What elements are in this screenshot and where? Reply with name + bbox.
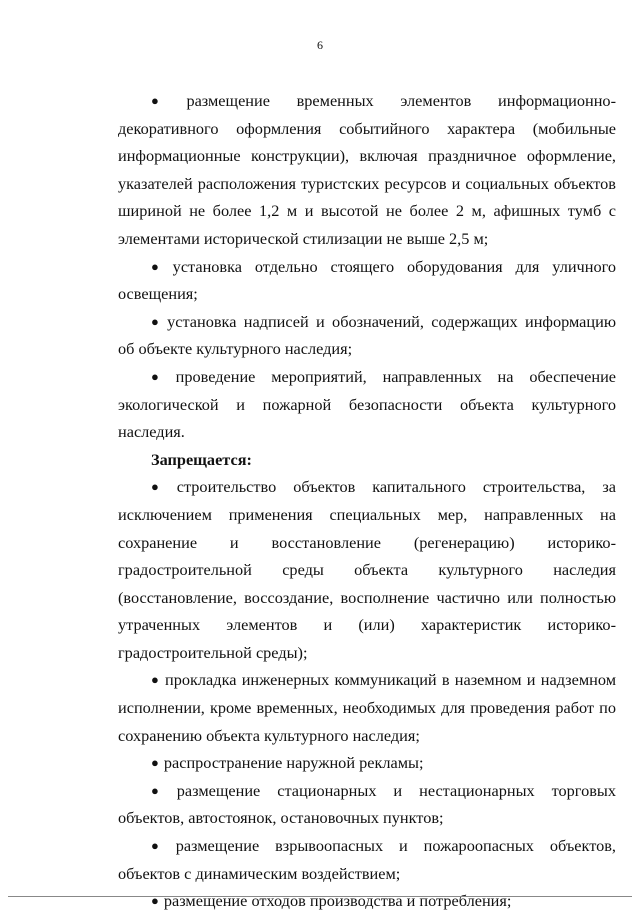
list-item [118, 832, 616, 887]
list-item-text: установка отдельно стоящего оборудования для уличного освещения; [118, 256, 617, 304]
list-item [118, 87, 616, 253]
list-item [118, 777, 616, 832]
list-item [118, 253, 616, 308]
list-item [118, 887, 616, 915]
bullet-icon: ● [151, 368, 171, 384]
list-item-text: распространение наружной рекламы; [163, 753, 424, 773]
list-item-text: размещение временных элементов информационно-декоративного оформления событийного характера (мобильные информационные конструкции), включая праздничное оформление, указателей расположения туристских ресурсов и социальных объектов шириной не более 1,2 м и высотой не более 2 м, афишных тумб с элементами исторической стилизации не выше 2,5 м; [118, 91, 616, 248]
bullet-icon: ● [151, 479, 172, 495]
bullet-icon: ● [151, 755, 159, 771]
section-heading: Запрещается: [151, 449, 252, 469]
page-number: 6 [317, 38, 323, 52]
bullet-icon: ● [151, 672, 161, 688]
page-bottom-divider [8, 896, 632, 897]
list-item-text: прокладка инженерных коммуникаций в наземном и надземном исполнении, кроме временных, необходимых для проведения работ по сохранению объекта культурного наследия; [118, 670, 616, 745]
bullet-icon: ● [151, 893, 159, 909]
list-item-text: размещение отходов производства и потребления; [163, 891, 512, 911]
document-body [118, 87, 616, 915]
list-item-text: размещение взрывоопасных и пожароопасных объектов, объектов с динамическим воздействием; [118, 836, 616, 883]
list-item-text: проведение мероприятий, направленных на обеспечение экологической и пожарной безопасности объекта культурного наследия. [118, 366, 617, 442]
list-item [118, 666, 616, 749]
list-item-text: размещение стационарных и нестационарных торговых объектов, автостоянок, остановочных пунктов; [118, 780, 616, 828]
list-item [118, 749, 616, 777]
bullet-icon: ● [151, 93, 182, 108]
list-item [118, 363, 616, 446]
bullet-icon: ● [151, 838, 171, 854]
list-item-text: строительство объектов капитального строительства, за исключением применения специальных мер, направленных на сохранение и восстановление (регенерацию) историко-градостроительной среды объекта культурного наследия (восстановление, воссоздание, восполнение частично или полностью утраченных элементов и (или) характеристик историко-градостроительной среды); [118, 477, 616, 662]
bullet-icon: ● [151, 258, 168, 274]
bullet-icon: ● [151, 782, 172, 798]
list-item-text: установка надписей и обозначений, содержащих информацию об объекте культурного наследия; [118, 311, 616, 359]
list-item [118, 308, 616, 363]
bullet-icon: ● [151, 313, 163, 329]
list-item [118, 473, 616, 666]
